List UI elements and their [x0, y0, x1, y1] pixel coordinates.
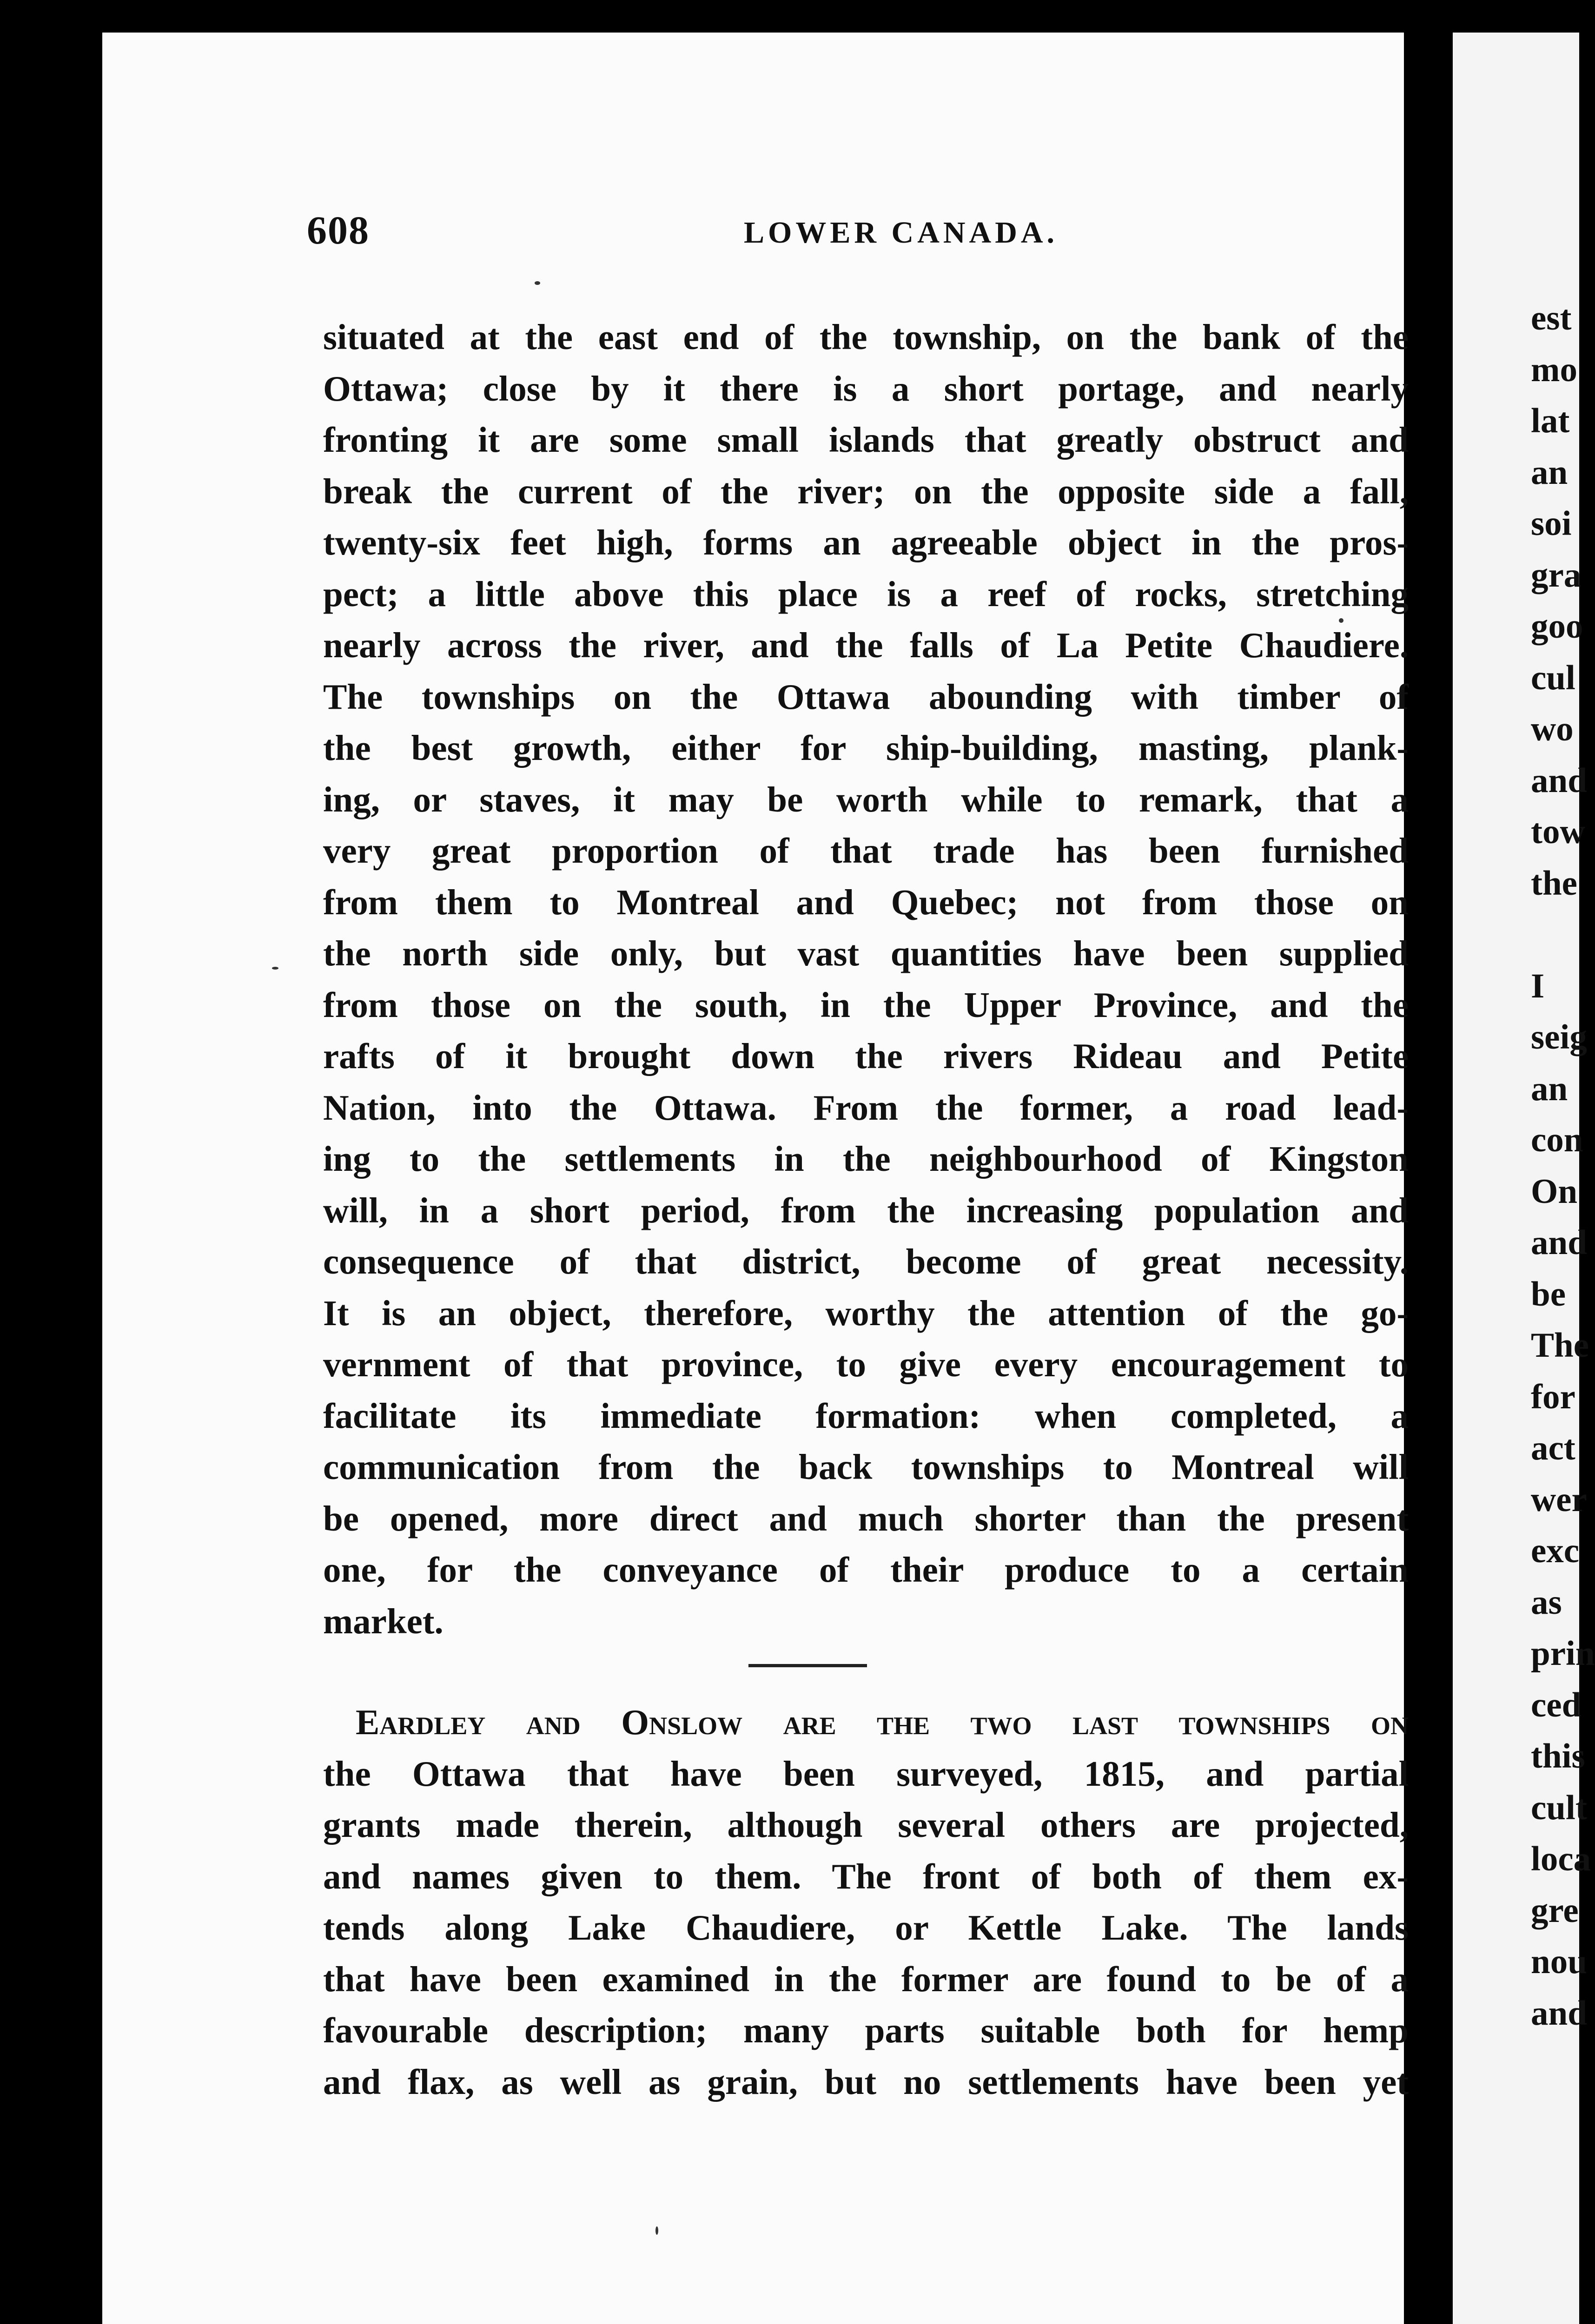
text-line: grants made therein, although several others are projected, — [323, 1805, 1409, 1845]
text-line: favourable description; many parts suitable both for hemp — [323, 2010, 1409, 2050]
facing-page-fragment: lat — [1531, 402, 1570, 440]
text-line: that have been examined in the former are found to be of a — [323, 1959, 1409, 1999]
text-line: very great proportion of that trade has been furnished — [323, 831, 1409, 871]
page-number: 608 — [307, 208, 370, 252]
facing-page-fragment: tow — [1531, 812, 1585, 851]
text-line: fronting it are some small islands that greatly obstruct and — [323, 420, 1409, 460]
ink-speck — [272, 967, 278, 970]
running-title: LOWER CANADA. — [744, 216, 1059, 250]
facing-page-fragment: and — [1531, 1223, 1587, 1262]
facing-page-fragment: be — [1531, 1274, 1566, 1314]
text-line: the Ottawa that have been surveyed, 1815, and partial — [323, 1753, 1409, 1794]
text-line: Nation, into the Ottawa. From the former, a road lead- — [323, 1087, 1409, 1128]
facing-page-fragment: soi — [1531, 504, 1572, 543]
page-header — [307, 207, 1399, 263]
facing-page-fragment: wer — [1531, 1480, 1587, 1519]
facing-page-fragment: seig — [1531, 1018, 1587, 1056]
text-line: nearly across the river, and the falls of La Petite Chaudiere. — [323, 625, 1409, 665]
text-line: Ottawa; close by it there is a short portage, and nearly — [323, 368, 1409, 409]
facing-page-fragment: the — [1531, 864, 1577, 903]
text-line: market. — [323, 1601, 443, 1641]
text-line: from those on the south, in the Upper Province, and the — [323, 984, 1409, 1025]
text-line: ing, or staves, it may be worth while to remark, that a — [323, 779, 1409, 819]
facing-page-fragment: The — [1531, 1326, 1589, 1365]
paragraph-1 — [323, 311, 1409, 1647]
text-line: The townships on the Ottawa abounding with timber of — [323, 676, 1409, 717]
facing-page-fragment: this — [1531, 1737, 1585, 1776]
text-line: from them to Montreal and Quebec; not from those on — [323, 882, 1409, 922]
facing-page-fragment: prin — [1531, 1634, 1595, 1673]
text-line: It is an object, therefore, worthy the attention of the go- — [323, 1293, 1409, 1333]
facing-page-fragment: On — [1531, 1172, 1578, 1211]
facing-page-fragment: goo — [1531, 607, 1583, 646]
facing-page-fragment: est — [1531, 299, 1572, 337]
text-line: pect; a little above this place is a reef of rocks, stretching — [323, 574, 1409, 614]
text-line: ing to the settlements in the neighbourhood of Kingston — [323, 1139, 1409, 1179]
text-line: and flax, as well as grain, but no settlements have been yet — [323, 2061, 1409, 2102]
ink-speck — [1339, 618, 1344, 623]
text-line: facilitate its immediate formation: when completed, a — [323, 1395, 1409, 1436]
text-line: one, for the conveyance of their produce to a certain — [323, 1550, 1409, 1590]
text-line: the north side only, but vast quantities have been supplied — [323, 933, 1409, 973]
facing-page-fragment: gre — [1531, 1891, 1579, 1930]
book-page — [102, 33, 1409, 2324]
facing-page-fragment: ced — [1531, 1685, 1582, 1724]
ink-speck — [655, 2226, 658, 2235]
facing-page-fragment: I — [1531, 966, 1545, 1005]
text-line: the best growth, either for ship-building, masting, plank- — [323, 728, 1409, 768]
text-line: vernment of that province, to give every encouragement to — [323, 1344, 1409, 1384]
facing-page-fragment: act — [1531, 1429, 1575, 1467]
facing-page-fragment: exc — [1531, 1532, 1580, 1570]
section-divider — [748, 1664, 867, 1667]
text-line: and names given to them. The front of both of them ex- — [323, 1856, 1409, 1896]
paragraph-2 — [323, 1697, 1409, 2107]
facing-page-fragment: nou — [1531, 1942, 1587, 1981]
facing-page-fragment: an — [1531, 453, 1568, 492]
text-line: communication from the back townships to Montreal will — [323, 1447, 1409, 1487]
text-line: Eardley and Onslow are the two last townships on — [356, 1702, 1409, 1742]
facing-page-fragment: as — [1531, 1583, 1562, 1622]
facing-page-fragment: con — [1531, 1121, 1583, 1159]
facing-page-fragment: cul — [1531, 658, 1575, 697]
facing-page-fragment: wo — [1531, 710, 1574, 748]
facing-page-fragment: an — [1531, 1069, 1568, 1108]
text-line: situated at the east end of the township, on the bank of the — [323, 317, 1409, 357]
facing-page-fragment: mo — [1531, 350, 1577, 389]
text-line: be opened, more direct and much shorter than the present — [323, 1498, 1409, 1538]
text-line: twenty-six feet high, forms an agreeable object in the pros- — [323, 522, 1409, 562]
text-line: break the current of the river; on the opposite side a fall, — [323, 471, 1409, 511]
text-line: will, in a short period, from the increasing population and — [323, 1190, 1409, 1230]
facing-page-fragment: loca — [1531, 1840, 1591, 1878]
text-line: rafts of it brought down the rivers Rideau and Petite — [323, 1036, 1409, 1076]
ink-speck — [535, 281, 540, 285]
facing-page-fragment: and — [1531, 761, 1587, 800]
facing-page-fragment: cult — [1531, 1788, 1587, 1827]
facing-page-edge — [1453, 33, 1595, 2324]
facing-page-fragment: and — [1531, 1994, 1587, 2033]
text-line: consequence of that district, become of great necessity. — [323, 1241, 1409, 1281]
facing-page-fragment: for — [1531, 1377, 1575, 1416]
facing-page-fragment: gra — [1531, 555, 1582, 594]
text-line: tends along Lake Chaudiere, or Kettle Lake. The lands — [323, 1908, 1409, 1948]
